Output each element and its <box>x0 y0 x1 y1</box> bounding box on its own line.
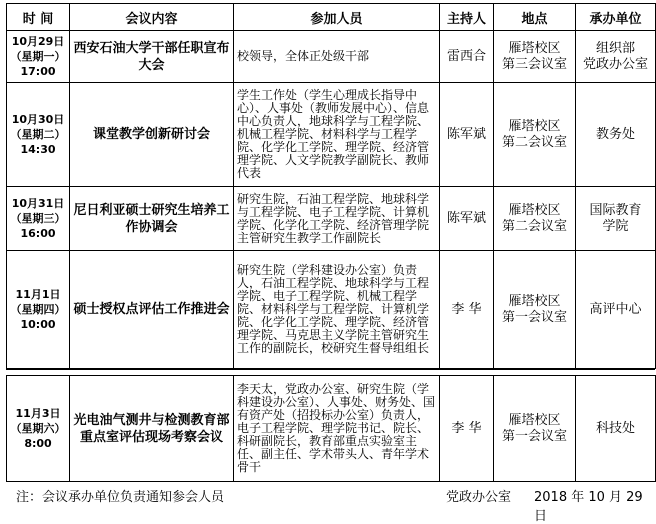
meeting-time: 10月31日 （星期三） 16:00 <box>7 187 70 251</box>
meeting-time: 10月30日 （星期二） 14:30 <box>7 83 70 187</box>
table-row <box>7 187 656 251</box>
header-row <box>7 4 656 31</box>
footer-note: 注：会议承办单位负责通知参会人员 <box>16 490 225 505</box>
meeting-organizer: 国际教育 学院 <box>576 187 656 251</box>
meeting-topic: 西安石油大学干部任职宣布大会 <box>70 31 234 83</box>
schedule-table <box>6 3 656 369</box>
meeting-organizer: 高评中心 <box>576 251 656 369</box>
meeting-location: 雁塔校区 第二会议室 <box>494 187 576 251</box>
meeting-host: 陈军斌 <box>440 83 494 187</box>
meeting-host: 雷西合 <box>440 31 494 83</box>
footer-office: 党政办公室 <box>446 490 512 505</box>
header-time: 时 间 <box>7 4 70 31</box>
meeting-organizer: 科技处 <box>576 376 656 482</box>
meeting-location: 雁塔校区 第二会议室 <box>494 83 576 187</box>
meeting-topic: 硕士授权点评估工作推进会 <box>70 251 234 369</box>
meeting-topic: 光电油气测井与检测教育部重点室评估现场考察会议 <box>70 376 234 482</box>
meeting-time: 10月29日 （星期一） 17:00 <box>7 31 70 83</box>
meeting-attendees: 研究生院，石油工程学院、地球科学与工程学院、电子工程学院、计算机学院、化学化工学院、经济管理学院主管研究生教学工作副院长 <box>234 187 440 251</box>
meeting-location: 雁塔校区 第一会议室 <box>494 251 576 369</box>
schedule-table-extra <box>6 375 656 482</box>
meeting-host: 李 华 <box>440 376 494 482</box>
meeting-organizer: 组织部 党政办公室 <box>576 31 656 83</box>
meeting-location: 雁塔校区 第一会议室 <box>494 376 576 482</box>
header-attendees: 参加人员 <box>234 4 440 31</box>
meeting-time: 11月1日 （星期四） 10:00 <box>7 251 70 369</box>
table-row <box>7 376 656 482</box>
header-topic: 会议内容 <box>70 4 234 31</box>
separator-line <box>6 369 655 370</box>
meeting-topic: 尼日利亚硕士研究生培养工作协调会 <box>70 187 234 251</box>
table-row <box>7 251 656 369</box>
meeting-attendees: 研究生院（学科建设办公室）负责人，石油工程学院、地球科学与工程学院、电子工程学院、机械工程学院、材料科学与工程学院、计算机学院、化学化工学院、理学院、经济管理学院、马克思主义学院主管研究生工作的副院长，校研究生督导组组长 <box>234 251 440 369</box>
meeting-location: 雁塔校区 第三会议室 <box>494 31 576 83</box>
meeting-attendees: 学生工作处（学生心理成长指导中心）、人事处（教师发展中心）、信息中心负责人，地球科学与工程学院、机械工程学院、材料科学与工程学院、化学化工学院、理学院、经济管理学院、人文学院教学副院长、教师代表 <box>234 83 440 187</box>
meeting-host: 李 华 <box>440 251 494 369</box>
meeting-organizer: 教务处 <box>576 83 656 187</box>
meeting-topic: 课堂教学创新研讨会 <box>70 83 234 187</box>
header-location: 地点 <box>494 4 576 31</box>
footer <box>0 486 656 524</box>
meeting-attendees: 校领导，全体正处级干部 <box>234 31 440 83</box>
meeting-attendees: 李天太，党政办公室、研究生院（学科建设办公室）、人事处、财务处、国有资产处（招投标办公室）负责人，电子工程学院、理学院书记、院长、科研副院长，教育部重点实验室主任、副主任、学术带头人、青年学术骨干 <box>234 376 440 482</box>
meeting-host: 陈军斌 <box>440 187 494 251</box>
footer-date: 2018 年 10 月 29 日 <box>534 490 643 524</box>
table-row <box>7 31 656 83</box>
header-organizer: 承办单位 <box>576 4 656 31</box>
table-row <box>7 83 656 187</box>
header-host: 主持人 <box>440 4 494 31</box>
meeting-time: 11月3日 （星期六） 8:00 <box>7 376 70 482</box>
